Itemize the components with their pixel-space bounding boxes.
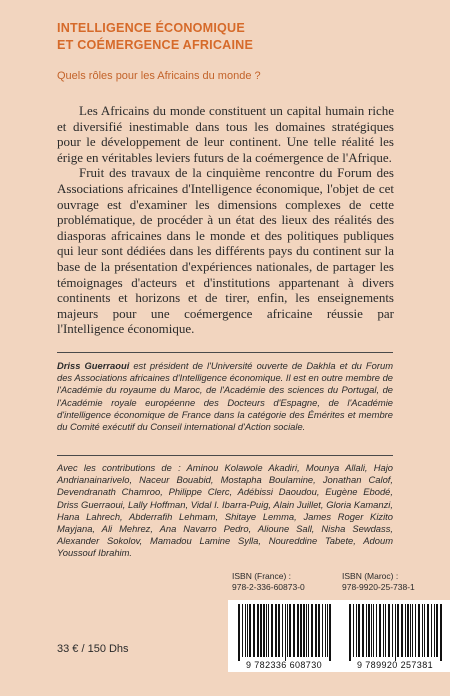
summary-paragraph-1: Les Africains du monde constituent un capital humain riche et diversifié inestimable dans tous les domaines stratégiques pour le développement de leur continent. Une telle réalité les érige en véritables leviers futurs de la coémergence de l'Afrique. — [57, 103, 394, 165]
isbn-france-label: ISBN (France) : — [232, 571, 292, 581]
barcode-bar — [245, 604, 246, 657]
book-title — [57, 20, 253, 54]
isbn-maroc-value: 978-9920-25-738-1 — [342, 581, 415, 592]
author-name: Driss Guerraoui — [57, 360, 130, 371]
price: 33 € / 150 Dhs — [57, 643, 129, 655]
barcode-bar — [300, 604, 302, 657]
barcode-bar — [322, 604, 323, 657]
summary-paragraph-2: Fruit des travaux de la cinquième rencontre du Forum des Associations africaines d'Intelligence économique, l'objet de cet ouvrage est d'examiner les dimensions complexes de cette problématique, de procéder à un état des lieux des réalités des diasporas africaines dans le monde et des politiques publiques qui leur sont dédiées dans les différents pays du continent sur la base de la présentation d'expériences nationales, de partager les témoignages d'acteurs et d'institutions appartenant à divers continents et horizons et de tirer, enfin, les enseignements majeurs pour une coémergence africaine réussie par l'Intelligence économique. — [57, 165, 394, 337]
barcode-bar — [418, 604, 420, 657]
barcode-bar — [260, 604, 262, 657]
barcode-maroc-digits: 9 789920 257381 — [356, 660, 434, 670]
barcode-bar — [383, 604, 384, 657]
barcode-france-graphic — [228, 600, 341, 672]
barcode-bar — [427, 604, 429, 657]
contributors-list: Avec les contributions de : Aminou Kolawole Akadiri, Mounya Allali, Hajo Andrianainarivelo, Naceur Bouabid, Mostapha Boulamine, Jonathan Calof, Devendranath Chamroo, Philippe Clerc, Adébissi Daoudou, Eugène Ebodé, Driss Guerraoui, Lally Hoffman, Vidal I. Ibarra-Puig, Alain Juillet, Gloria Kamanzi, Hana Lahrech, Abderrafih Lehmam, Shitaye Lemma, James Roger Kizito Mayjana, Ali Mehrez, Ana Navarro Pedro, Alioune Sall, Nisha Sewdass, Alexander Sokolov, Mamadou Lamine Sylla, Noureddine Tabete, Adoum Youssouf Ibrahim. — [57, 462, 393, 559]
barcode-bar — [405, 604, 406, 657]
barcode-bar — [436, 604, 438, 657]
barcode-bar — [287, 604, 288, 657]
divider-top — [57, 352, 393, 353]
barcode-bar — [353, 604, 354, 657]
barcode-france-bars — [238, 604, 331, 661]
barcode-bar — [392, 604, 393, 657]
barcode-bar — [311, 604, 313, 657]
barcode-bar — [362, 604, 364, 657]
barcode-bar — [329, 604, 331, 661]
barcode-bar — [278, 604, 280, 657]
barcode-france-digits: 9 782336 608730 — [245, 660, 323, 670]
summary-text — [57, 103, 394, 337]
isbn-maroc — [342, 571, 415, 592]
barcode-bar — [306, 604, 307, 657]
barcode-bar — [349, 604, 351, 661]
barcode-bar — [257, 604, 259, 657]
book-subtitle: Quels rôles pour les Africains du monde ? — [57, 70, 261, 82]
barcode-bar — [379, 604, 381, 657]
barcode-bar — [263, 604, 265, 657]
barcode-bar — [371, 604, 372, 657]
barcode-bar — [308, 604, 309, 657]
isbn-france-value: 978-2-336-60873-0 — [232, 581, 305, 592]
barcode-bar — [397, 604, 399, 657]
barcode-maroc-graphic — [339, 600, 450, 672]
barcode-bar — [325, 604, 326, 657]
barcode-bar — [356, 604, 357, 657]
barcode-bar — [407, 604, 409, 657]
barcode-bar — [247, 604, 248, 657]
barcode-bar — [388, 604, 390, 657]
barcode-bar — [415, 604, 416, 657]
divider-middle — [57, 455, 393, 456]
barcode-bar — [395, 604, 396, 661]
barcode-bar — [431, 604, 432, 657]
barcode-bar — [368, 604, 370, 657]
barcode-bar — [293, 604, 295, 657]
title-line-1: INTELLIGENCE ÉCONOMIQUE — [57, 21, 245, 35]
barcode-maroc-bars — [349, 604, 442, 661]
barcode-bar — [303, 604, 305, 657]
barcode-bar — [271, 604, 273, 657]
barcode-bar — [424, 604, 425, 657]
barcode-bar — [422, 604, 423, 657]
barcode-bar — [410, 604, 411, 657]
barcode-bar — [242, 604, 243, 657]
barcode-bar — [434, 604, 435, 657]
barcode-bar — [297, 604, 299, 657]
barcode-bar — [282, 604, 283, 657]
barcode-bar — [266, 604, 267, 657]
barcode-bar — [318, 604, 320, 657]
barcode-bar — [327, 604, 328, 657]
title-line-2: ET COÉMERGENCE AFRICAINE — [57, 38, 254, 52]
author-bio-text: est président de l'Université ouverte de Dakhla et du Forum des Associations africaines d'Intelligence économique. Il est en outre membre de l'Académie du royaume du Maroc, de l'Académie des sciences du Portugal, de l'Académie royale européenne des Docteurs d'Espagne, de l'Académie d'intelligence économique de France dans la catégorie des Émérites et membre du Comité exécutif du Conseil international d'Action sociale. — [57, 360, 393, 433]
barcode-bar — [289, 604, 291, 657]
barcode-bar — [376, 604, 377, 657]
barcode-bar — [238, 604, 240, 661]
barcode-maroc — [339, 600, 450, 672]
barcode-bar — [358, 604, 360, 657]
barcode-bar — [366, 604, 367, 657]
barcode-bar — [249, 604, 251, 657]
barcode-bar — [385, 604, 386, 657]
isbn-maroc-label: ISBN (Maroc) : — [342, 571, 399, 581]
barcode-bar — [401, 604, 403, 657]
barcode-bar — [275, 604, 277, 657]
isbn-france — [232, 571, 305, 592]
barcode-bar — [412, 604, 413, 657]
barcode-bar — [440, 604, 442, 661]
barcode-bar — [315, 604, 317, 657]
barcode-bar — [373, 604, 374, 657]
barcode-bar — [268, 604, 269, 657]
author-bio — [57, 360, 393, 433]
barcode-bar — [285, 604, 286, 661]
barcode-bar — [253, 604, 255, 657]
barcode-france — [228, 600, 341, 672]
